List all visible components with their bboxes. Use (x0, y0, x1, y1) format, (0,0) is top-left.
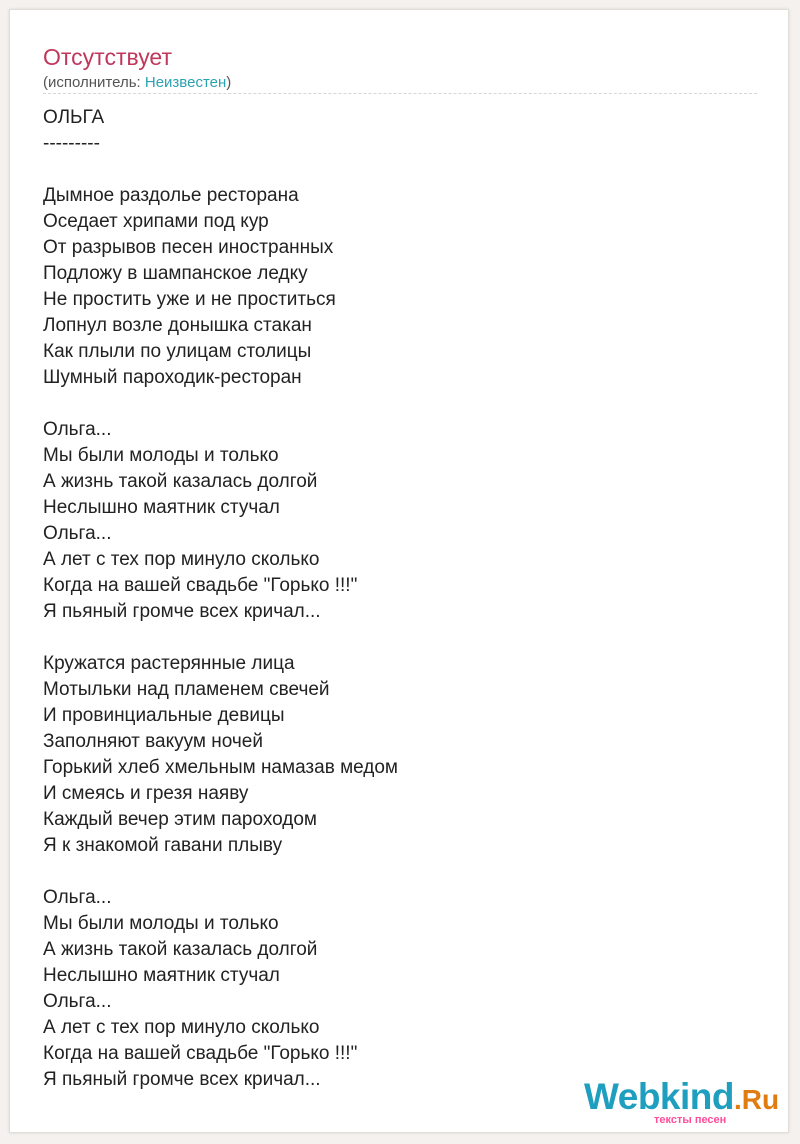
lyric-line: Оседает хрипами под кур (43, 211, 269, 232)
lyric-line: Ольга... (43, 523, 112, 544)
artist-link[interactable]: Неизвестен (144, 74, 227, 91)
artist-line (43, 73, 231, 93)
lyric-line: Горький хлеб хмельным намазав медом (43, 757, 398, 778)
lyric-line: А лет с тех пор минуло сколько (43, 1017, 320, 1038)
artist-prefix: (исполнитель: (43, 74, 145, 91)
lyric-line: А жизнь такой казалась долгой (43, 471, 318, 492)
song-title: Отсутствует (43, 44, 172, 70)
lyric-line: Когда на вашей свадьбе "Горько !!!" (43, 575, 358, 596)
lyric-line: Подложу в шампанское ледку (43, 263, 308, 284)
logo-name: Webkind (584, 1076, 734, 1117)
lyric-line: Когда на вашей свадьбе "Горько !!!" (43, 1043, 358, 1064)
lyric-line: Неслышно маятник стучал (43, 497, 280, 518)
lyric-line: Я пьяный громче всех кричал... (43, 601, 321, 622)
lyric-line: Я к знакомой гавани плыву (43, 835, 283, 856)
lyric-blank-line (43, 625, 763, 651)
lyric-line: От разрывов песен иностранных (43, 237, 334, 258)
logo-tld: .Ru (734, 1084, 780, 1115)
lyric-line: Как плыли по улицам столицы (43, 341, 312, 362)
lyrics-body (43, 105, 763, 1093)
lyric-line: Неслышно маятник стучал (43, 965, 280, 986)
lyric-line: Мы были молоды и только (43, 913, 279, 934)
lyric-line: И провинциальные девицы (43, 705, 285, 726)
lyric-line: Лопнул возле донышка стакан (43, 315, 312, 336)
lyric-line: Мотыльки над пламенем свечей (43, 679, 330, 700)
lyric-line: Кружатся растерянные лица (43, 653, 295, 674)
logo-tagline: тексты песен (654, 1114, 727, 1126)
lyric-line: Я пьяный громче всех кричал... (43, 1069, 321, 1090)
lyric-line: А жизнь такой казалась долгой (43, 939, 318, 960)
webkind-logo[interactable] (584, 1075, 784, 1127)
lyric-line: ОЛЬГА (43, 107, 105, 128)
lyric-line: Ольга... (43, 991, 112, 1012)
lyric-blank-line (43, 859, 763, 885)
lyric-blank-line (43, 157, 763, 183)
lyric-line: Заполняют вакуум ночей (43, 731, 263, 752)
lyric-line: А лет с тех пор минуло сколько (43, 549, 320, 570)
lyric-line: Ольга... (43, 887, 112, 908)
lyric-line: И смеясь и грезя наяву (43, 783, 249, 804)
artist-suffix: ) (226, 74, 232, 91)
lyric-line: Мы были молоды и только (43, 445, 279, 466)
lyrics-page (9, 9, 789, 1133)
lyric-line: --------- (43, 133, 100, 154)
header-divider (43, 93, 757, 94)
lyric-line: Шумный пароходик-ресторан (43, 367, 302, 388)
lyric-line: Не простить уже и не проститься (43, 289, 336, 310)
lyric-line: Дымное раздолье ресторана (43, 185, 299, 206)
lyric-line: Ольга... (43, 419, 112, 440)
lyric-line: Каждый вечер этим пароходом (43, 809, 317, 830)
lyric-blank-line (43, 391, 763, 417)
